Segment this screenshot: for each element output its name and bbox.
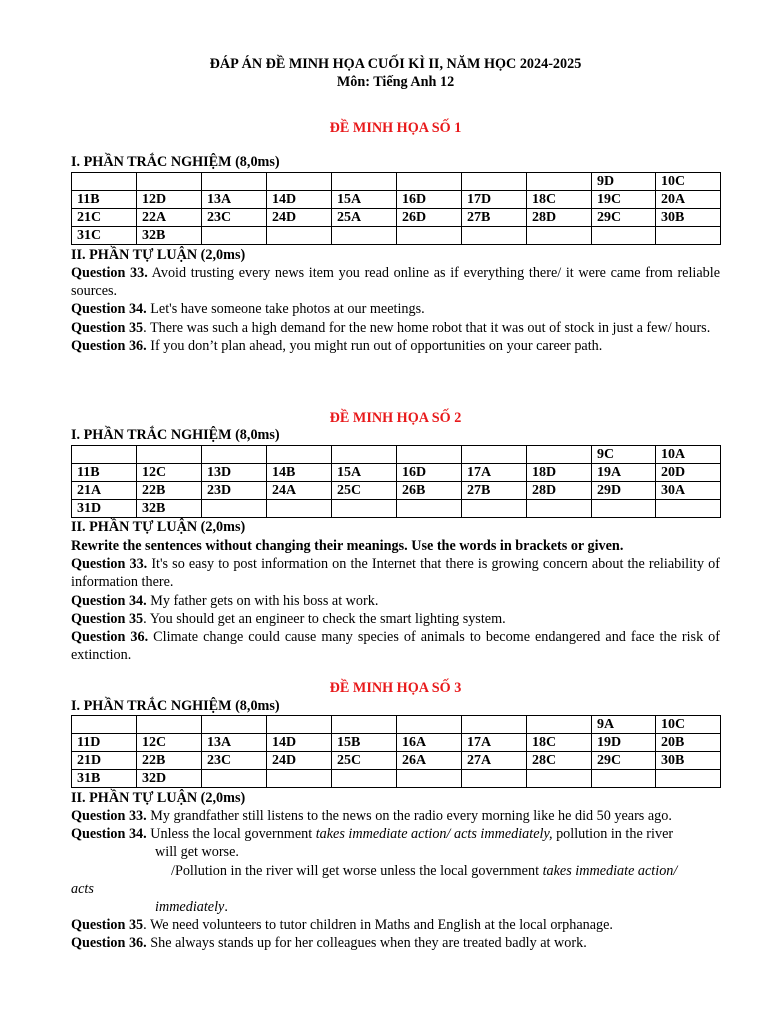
answer-cell: 32B [137,227,202,245]
answer-cell: 12C [137,464,202,482]
answer-cell: 15A [332,464,397,482]
section-3-answer-table [71,715,721,788]
answer-cell [397,770,462,788]
section-3-part1-heading: I. PHẦN TRẮC NGHIỆM (8,0ms) [71,698,280,714]
answer-cell: 21C [72,209,137,227]
section-3-heading: ĐỀ MINH HỌA SỐ 3 [329,680,462,696]
answer-cell [332,770,397,788]
table-row [72,770,721,788]
answer-cell: 14B [267,464,332,482]
answer-cell: 11B [72,464,137,482]
answer-cell: 23D [202,482,267,500]
answer-cell [527,770,592,788]
answer-cell [267,227,332,245]
table-row [72,716,721,734]
answer-cell: 25C [332,752,397,770]
question-34-alternative-end: immediately. [155,899,228,916]
question-34-alternative: /Pollution in the river will get worse unless the local government takes immediate action/ [171,862,678,879]
answer-cell: 31D [72,500,137,518]
table-row [72,446,721,464]
table-row [72,209,721,227]
question-34: Question 34. Let's have someone take photos at our meetings. [71,301,425,318]
answer-cell: 32B [137,500,202,518]
answer-cell [397,227,462,245]
answer-cell [592,500,656,518]
answer-cell: 18C [527,734,592,752]
answer-cell: 17D [462,191,527,209]
answer-cell: 22B [137,752,202,770]
answer-cell: 27B [462,482,527,500]
answer-cell [592,770,656,788]
answer-cell [462,227,527,245]
answer-cell [202,716,267,734]
answer-cell: 9D [592,173,656,191]
answer-cell: 23C [202,752,267,770]
answer-cell [267,173,332,191]
answer-cell [137,716,202,734]
answer-cell: 22A [137,209,202,227]
question-36: Question 36. Climate change could cause many species of animals to become endangered and face the risk of extinction. [71,629,720,664]
answer-cell: 31C [72,227,137,245]
answer-cell: 25A [332,209,397,227]
question-34-alternative-cont: acts [71,880,94,897]
answer-cell: 16D [397,191,462,209]
answer-cell: 19C [592,191,656,209]
answer-cell [592,227,656,245]
answer-cell: 20B [656,734,721,752]
answer-cell [137,173,202,191]
instruction: Rewrite the sentences without changing their meanings. Use the words in brackets or given. [71,538,624,554]
answer-cell [462,500,527,518]
answer-cell: 10A [656,446,721,464]
answer-cell: 20D [656,464,721,482]
answer-cell: 18D [527,464,592,482]
table-row [72,464,721,482]
answer-cell: 11B [72,191,137,209]
answer-cell: 19A [592,464,656,482]
table-row [72,173,721,191]
section-2-part2-heading: II. PHẦN TỰ LUẬN (2,0ms) [71,519,246,535]
answer-cell [267,500,332,518]
answer-cell [397,500,462,518]
table-row [72,752,721,770]
answer-cell [202,227,267,245]
question-33: Question 33. It's so easy to post information on the Internet that there is growing concern about the reliability of information there. [71,556,720,591]
answer-cell [202,173,267,191]
answer-cell [72,716,137,734]
answer-cell [332,500,397,518]
section-1-part1-heading: I. PHẦN TRẮC NGHIỆM (8,0ms) [71,154,280,170]
question-34: Question 34. Unless the local government takes immediate action/ acts immediately, pollution in the river [71,826,674,843]
section-1-heading: ĐỀ MINH HỌA SỐ 1 [329,120,462,136]
table-row [72,191,721,209]
answer-cell: 27A [462,752,527,770]
table-row [72,734,721,752]
answer-cell: 13A [202,734,267,752]
question-33: Question 33. Avoid trusting every news item you read online as if everything there/ it were came from reliable sources. [71,265,720,300]
section-3-part2-heading: II. PHẦN TỰ LUẬN (2,0ms) [71,790,246,806]
answer-cell: 9A [592,716,656,734]
answer-cell: 10C [656,173,721,191]
question-35: Question 35. You should get an engineer to check the smart lighting system. [71,610,506,627]
answer-cell: 15B [332,734,397,752]
answer-cell: 15A [332,191,397,209]
answer-cell: 26A [397,752,462,770]
answer-cell: 30A [656,482,721,500]
table-row [72,482,721,500]
question-35: Question 35. We need volunteers to tutor children in Maths and English at the local orphanage. [71,917,613,934]
table-row [72,500,721,518]
answer-cell [527,446,592,464]
answer-cell: 10C [656,716,721,734]
answer-cell: 24D [267,752,332,770]
answer-cell [397,446,462,464]
answer-cell: 12D [137,191,202,209]
answer-cell [527,173,592,191]
answer-cell: 16A [397,734,462,752]
question-34-line2: will get worse. [155,844,239,861]
section-3-questions [71,807,720,953]
answer-cell [656,227,721,245]
answer-cell: 31B [72,770,137,788]
answer-cell: 26D [397,209,462,227]
answer-cell: 27B [462,209,527,227]
answer-cell: 29C [592,752,656,770]
answer-cell: 24D [267,209,332,227]
answer-cell [397,716,462,734]
answer-cell: 28C [527,752,592,770]
answer-cell [397,173,462,191]
answer-cell: 21D [72,752,137,770]
subject-title: Môn: Tiếng Anh 12 [336,74,455,90]
answer-cell [202,500,267,518]
answer-cell [462,716,527,734]
answer-cell: 21A [72,482,137,500]
answer-cell [527,500,592,518]
answer-cell [332,173,397,191]
question-36: Question 36. She always stands up for her colleagues when they are treated badly at work. [71,935,587,952]
section-2-heading: ĐỀ MINH HỌA SỐ 2 [329,410,462,426]
question-36: Question 36. If you don’t plan ahead, you might run out of opportunities on your career path. [71,337,603,354]
question-33: Question 33. My grandfather still listens to the news on the radio every morning like he did 50 years ago. [71,808,672,824]
answer-cell: 29D [592,482,656,500]
answer-cell [656,500,721,518]
answer-cell: 22B [137,482,202,500]
answer-cell: 12C [137,734,202,752]
answer-cell [202,446,267,464]
answer-cell [332,446,397,464]
answer-cell [462,173,527,191]
section-2-part1-heading: I. PHẦN TRẮC NGHIỆM (8,0ms) [71,427,280,443]
answer-cell [72,446,137,464]
section-1-answer-table [71,172,721,245]
section-1-questions [71,264,720,355]
answer-cell: 32D [137,770,202,788]
answer-cell: 20A [656,191,721,209]
answer-cell [137,446,202,464]
answer-cell: 11D [72,734,137,752]
answer-cell: 14D [267,734,332,752]
answer-cell: 17A [462,464,527,482]
answer-cell: 18C [527,191,592,209]
section-2-questions [71,537,720,664]
section-2-answer-table [71,445,721,518]
answer-cell: 9C [592,446,656,464]
answer-cell: 29C [592,209,656,227]
answer-cell: 30B [656,209,721,227]
answer-cell: 25C [332,482,397,500]
answer-cell: 14D [267,191,332,209]
answer-cell [332,227,397,245]
answer-cell [656,770,721,788]
section-1-part2-heading: II. PHẦN TỰ LUẬN (2,0ms) [71,247,246,263]
answer-cell: 17A [462,734,527,752]
answer-cell: 13D [202,464,267,482]
answer-cell [462,446,527,464]
answer-cell [527,227,592,245]
answer-cell [267,770,332,788]
answer-cell: 28D [527,209,592,227]
answer-cell: 13A [202,191,267,209]
document-title: ĐÁP ÁN ĐỀ MINH HỌA CUỐI KÌ II, NĂM HỌC 2024-2025 [209,56,582,72]
answer-cell [202,770,267,788]
answer-cell [332,716,397,734]
question-34: Question 34. My father gets on with his boss at work. [71,592,379,609]
answer-cell [267,716,332,734]
answer-cell [527,716,592,734]
answer-cell [72,173,137,191]
question-35: Question 35. There was such a high demand for the new home robot that it was out of stock in just a few/ hours. [71,319,711,336]
answer-cell [462,770,527,788]
answer-cell: 26B [397,482,462,500]
answer-cell: 28D [527,482,592,500]
answer-cell: 30B [656,752,721,770]
answer-cell: 16D [397,464,462,482]
answer-cell [267,446,332,464]
answer-cell: 23C [202,209,267,227]
answer-cell: 24A [267,482,332,500]
answer-cell: 19D [592,734,656,752]
table-row [72,227,721,245]
